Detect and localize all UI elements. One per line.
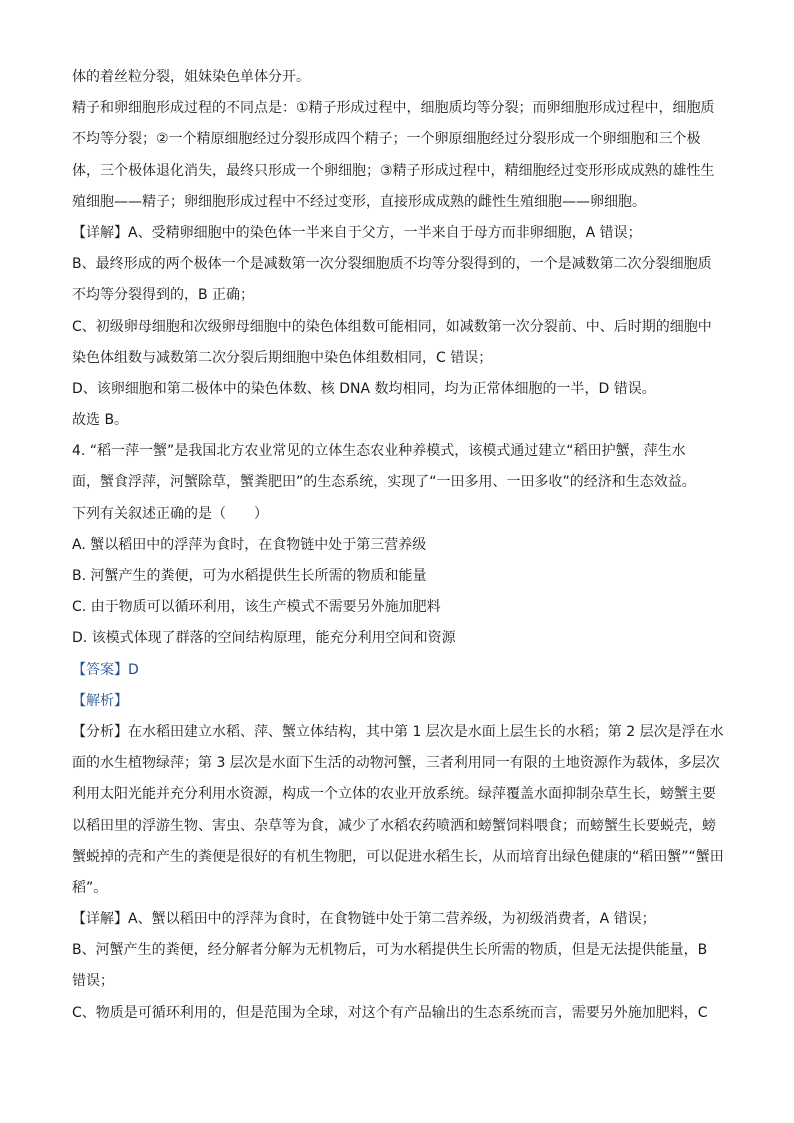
option-c: C. 由于物质可以循环利用，该生产模式不需要另外施加肥料 (72, 599, 441, 616)
text-line: 蟹蜕掉的壳和产生的粪便是很好的有机生物肥，可以促进水稻生长，从而培育出绿色健康的“稻田蟹”“蟹田 (72, 848, 724, 865)
question-stem-line: 4. “稻一萍一蟹”是我国北方农业常见的立体生态农业种养模式，该模式通过建立“稻田护蟹，萍生水 (72, 443, 686, 460)
text-line: 【详解】A、蟹以稻田中的浮萍为食时，在食物链中处于第二营养级，为初级消费者，A 错误； (72, 911, 656, 928)
text-line: 错误； (72, 973, 114, 990)
text-line: D、该卵细胞和第二极体中的染色体数、核 DNA 数均相同，均为正常体细胞的一半，D 错误。 (72, 380, 656, 397)
option-d: D. 该模式体现了群落的空间结构原理，能充分利用空间和资源 (72, 630, 456, 647)
text-line: 【分析】在水稻田建立水稻、萍、蟹立体结构，其中第 1 层次是水面上层生长的水稻；第 2 层次是浮在水 (72, 723, 724, 740)
analysis-label: 【解析】 (72, 692, 128, 709)
answer-label: 【答案】D (72, 661, 139, 678)
question-stem-line: 下列有关叙述正确的是（ ） (72, 505, 268, 522)
text-line: C、物质是可循环利用的，但是范围为全球，对这个有产品输出的生态系统而言，需要另外施加肥料，C (72, 1004, 708, 1021)
text-line: 故选 B。 (72, 412, 129, 429)
text-line: 【详解】A、受精卵细胞中的染色体一半来自于父方，一半来自于母方而非卵细胞，A 错误； (72, 224, 642, 241)
text-line: 稻”。 (72, 879, 108, 896)
text-line: C、初级卵母细胞和次级卵母细胞中的染色体组数可能相同，如减数第一次分裂前、中、后时期的细胞中 (72, 318, 712, 335)
text-line: 不均等分裂；②一个精原细胞经过分裂形成四个精子；一个卵原细胞经过分裂形成一个卵细胞和三个极 (72, 131, 701, 148)
text-line: B、最终形成的两个极体一个是减数第一次分裂细胞质不均等分裂得到的，一个是减数第二次分裂细胞质 (72, 256, 712, 273)
text-line: 殖细胞——精子；卵细胞形成过程中不经过变形，直接形成成熟的雌性生殖细胞——卵细胞。 (72, 193, 646, 210)
text-line: 不均等分裂得到的，B 正确； (72, 287, 255, 304)
text-line: 利用太阳光能并充分利用水资源，构成一个立体的农业开放系统。绿萍覆盖水面抑制杂草生长，螃蟹主要 (72, 786, 716, 803)
text-line: B、河蟹产生的粪便，经分解者分解为无机物后，可为水稻提供生长所需的物质，但是无法提供能量，B (72, 942, 708, 959)
option-a: A. 蟹以稻田中的浮萍为食时，在食物链中处于第三营养级 (72, 536, 427, 553)
text-line: 面的水生植物绿萍；第 3 层次是水面下生活的动物河蟹，三者利用同一有限的土地资源作为载体，多层次 (72, 755, 720, 772)
text-line: 体的着丝粒分裂，姐妹染色单体分开。 (72, 69, 310, 85)
document-page (72, 62, 724, 1029)
text-line: 精子和卵细胞形成过程的不同点是：①精子形成过程中，细胞质均等分裂；而卵细胞形成过程中，细胞质 (72, 100, 715, 117)
option-b: B. 河蟹产生的粪便，可为水稻提供生长所需的物质和能量 (72, 568, 427, 584)
question-stem-line: 面，蟹食浮萍，河蟹除草，蟹粪肥田”的生态系统，实现了“一田多用、一田多收”的经济和生态效益。 (72, 474, 696, 491)
text-line: 染色体组数与减数第二次分裂后期细胞中染色体组数相同，C 错误； (72, 349, 493, 366)
text-line: 体，三个极体退化消失，最终只形成一个卵细胞；③精子形成过程中，精细胞经过变形形成成熟的雄性生 (72, 162, 715, 179)
text-line: 以稻田里的浮游生物、害虫、杂草等为食，减少了水稻农药喷洒和螃蟹饲料喂食；而螃蟹生长要蜕壳，螃 (72, 817, 716, 834)
